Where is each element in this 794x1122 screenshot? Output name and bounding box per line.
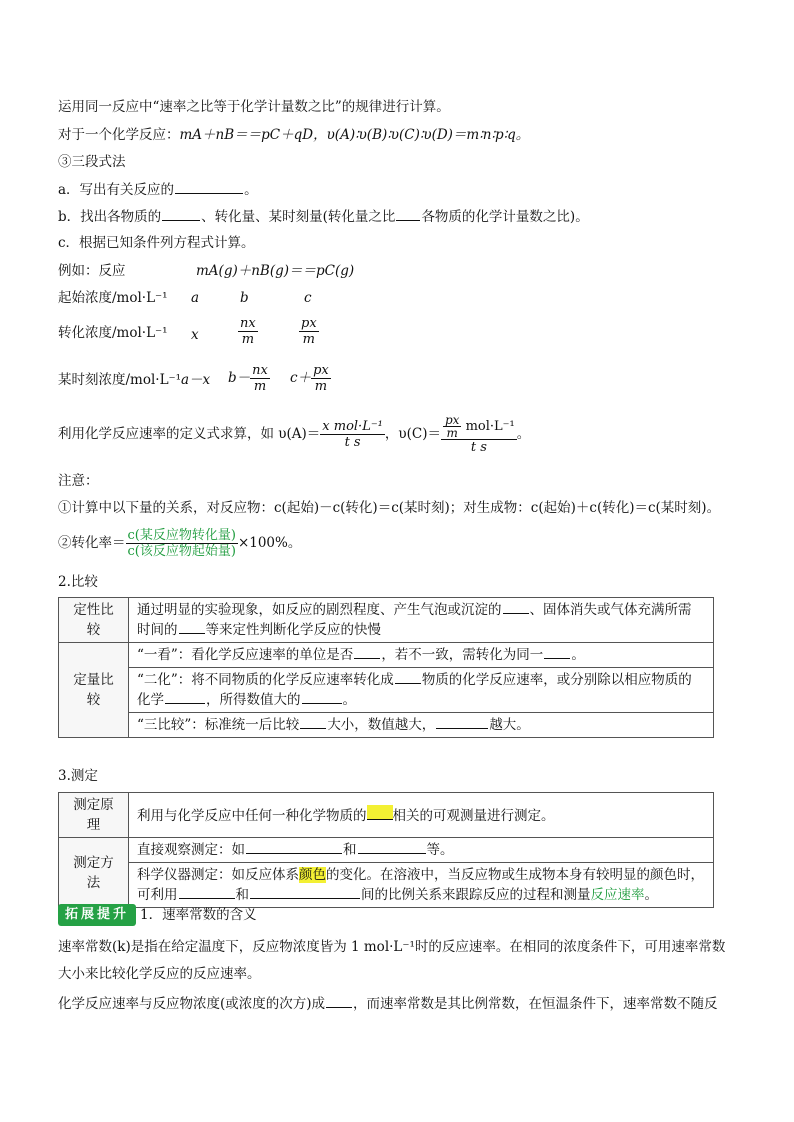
- fill-blank: [544, 645, 570, 659]
- step-a: a．写出有关反应的 。: [58, 182, 258, 198]
- row-initial-label: 起始浓度/mol·L⁻¹: [58, 290, 168, 306]
- fill-blank: [179, 620, 205, 634]
- row-initial-a: a: [191, 290, 200, 306]
- row-moment-label: 某时刻浓度/mol·L⁻¹: [58, 372, 182, 388]
- fill-blank: [302, 690, 342, 704]
- quantitative-step-2: “二化”：将不同物质的化学反应速率转化成 物质的化学反应速率，或分别除以相应物质的 化学 ，所得数值大的 。: [129, 668, 714, 713]
- fill-blank: [395, 670, 421, 684]
- compare-title: 2.比较: [58, 574, 98, 590]
- fill-blank: [162, 207, 200, 221]
- step-c: c．根据已知条件列方程式计算。: [58, 235, 255, 251]
- row-initial-b: b: [240, 290, 249, 306]
- extension-badge: 拓展提升: [58, 904, 136, 926]
- row-change-frac-c: $\frac{px}{m}$: [301, 316, 317, 347]
- row-moment-a: a－x: [181, 372, 211, 388]
- fill-blank: [250, 885, 360, 899]
- row-moment-b: b－ $\frac{nx}{m}$: [228, 363, 268, 394]
- fill-blank: [175, 180, 243, 194]
- notes-title: 注意：: [58, 473, 99, 489]
- fill-blank: [300, 715, 326, 729]
- fill-blank: [396, 207, 420, 221]
- extension-title: 1．速率常数的含义: [140, 907, 257, 923]
- principle-cell: 利用与化学反应中任何一种化学物质的 相关的可观测量进行测定。: [129, 793, 714, 838]
- quantitative-step-1: “一看”：看化学反应速率的单位是否 ，若不一致，需转化为同一 。: [129, 643, 714, 668]
- row-change-frac-b: $\frac{nx}{m}$: [240, 316, 256, 347]
- fill-blank: [165, 690, 205, 704]
- definition-formula: 利用化学反应速率的定义式求算，如 υ(A)＝ $\frac{\text{x mol·L⁻¹}}{\text{t s}}$ ，υ(C)＝ $\frac{px}{m}$ mol·L⁻¹ t s 。: [58, 413, 531, 455]
- fill-blank: [354, 645, 380, 659]
- step-b: b．找出各物质的 、转化量、某时刻量(转化量之比 各物质的化学计量数之比)。: [58, 209, 589, 225]
- fill-blank: [246, 840, 342, 854]
- qualitative-cell: 通过明显的实验现象，如反应的剧烈程度、产生气泡或沉淀的 、固体消失或气体充满所需 时间的 等来定性判断化学反应的快慢: [129, 598, 714, 643]
- method-direct: 直接观察测定：如 和 等。: [129, 838, 714, 863]
- fill-blank: [503, 600, 529, 614]
- rule-text: 运用同一反应中“速率之比等于化学计量数之比”的规律进行计算。: [58, 99, 450, 115]
- extension-para-2: 化学反应速率与反应物浓度(或浓度的次方)成 ，而速率常数是其比例常数，在恒温条件下，速率常数不随反: [58, 996, 718, 1012]
- fill-blank: [358, 840, 426, 854]
- compare-table: [58, 597, 714, 738]
- ratio-example: 对于一个化学反应：mA＋nB＝＝pC＋qD，υ(A)∶υ(B)∶υ(C)∶υ(D)＝m∶n∶p∶q。: [58, 127, 530, 143]
- highlighted-blank: [367, 805, 393, 820]
- note-1: ①计算中以下量的关系，对反应物：c(起始)－c(转化)＝c(某时刻)；对生成物：c(起始)＋c(转化)＝c(某时刻)。: [58, 500, 721, 516]
- method-instrument: 科学仪器测定：如反应体系颜色的变化。在溶液中，当反应物或生成物本身有较明显的颜色时， 可利用 和 间的比例关系来跟踪反应的过程和测量反应速率。: [129, 863, 714, 908]
- row-change-x: x: [191, 327, 199, 343]
- principle-head: 测定原理: [59, 793, 129, 838]
- note-2: ②转化率＝ $\frac{\text{c(某反应物转化量)}}{\text{c(该反应物起始量)}}$ ×100%。: [58, 528, 302, 559]
- three-step-title: ③三段式法: [58, 154, 126, 170]
- row-moment-c: c＋ $\frac{px}{m}$: [290, 363, 329, 394]
- quantitative-step-3: “三比较”：标准统一后比较 大小，数值越大， 越大。: [129, 713, 714, 738]
- measure-table: [58, 792, 714, 908]
- extension-para-1-line-1: 速率常数(k)是指在给定温度下，反应物浓度皆为 1 mol·L⁻¹时的反应速率。在相同的浓度条件下，可用速率常数: [58, 939, 726, 955]
- qualitative-head: 定性比较: [59, 598, 129, 643]
- example-reaction: mA(g)＋nB(g)＝＝pC(g): [196, 263, 355, 279]
- method-head: 测定方法: [59, 838, 129, 908]
- quantitative-head: 定量比较: [59, 643, 129, 738]
- example-label: 例如：反应: [58, 263, 126, 279]
- extension-para-1-line-2: 大小来比较化学反应的反应速率。: [58, 966, 261, 982]
- fill-blank: [179, 885, 235, 899]
- fill-blank: [326, 994, 352, 1008]
- fill-blank: [436, 715, 488, 729]
- row-initial-c: c: [304, 290, 312, 306]
- measure-title: 3.测定: [58, 768, 98, 784]
- row-change-label: 转化浓度/mol·L⁻¹: [58, 325, 168, 341]
